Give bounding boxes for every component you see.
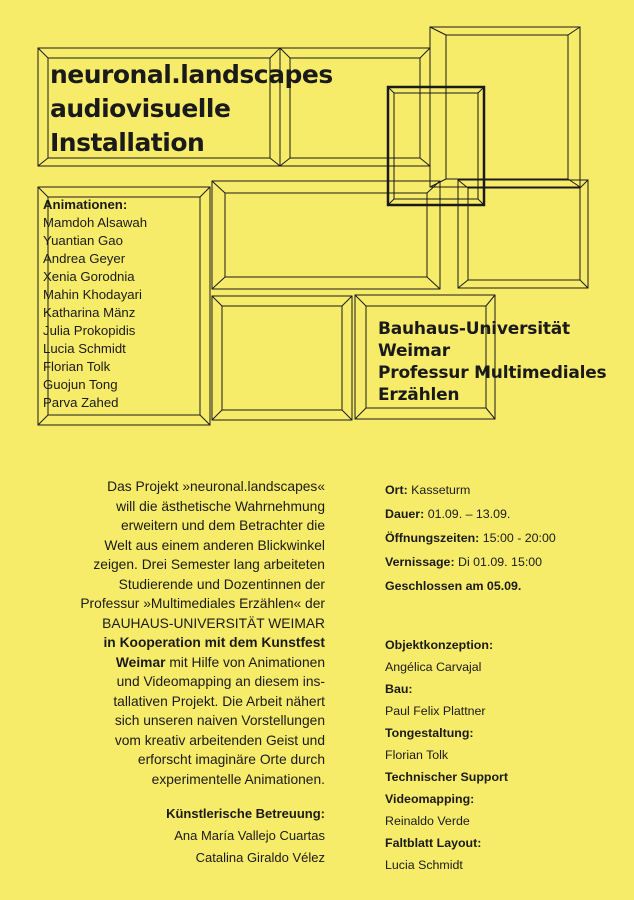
box-edge (420, 48, 430, 58)
institution-line: Weimar (378, 341, 450, 361)
dauer-value: 01.09. – 13.09. (424, 507, 511, 521)
box-edge (270, 48, 280, 58)
description-line: Studierende und Dozentinnen der (118, 576, 325, 592)
title-line: Installation (50, 128, 205, 157)
description-line: BAUHAUS-UNIVERSITÄT WEIMAR (102, 615, 325, 631)
betreuung-block (40, 803, 325, 869)
box-edge (355, 295, 366, 306)
description-line: will die ästhetische Wahrnehmung (116, 498, 325, 514)
institution-block (378, 318, 606, 406)
animationen-list (43, 196, 147, 412)
box-edge (212, 296, 222, 306)
box-edge (458, 280, 468, 288)
box-outline (212, 181, 440, 289)
description-line-rest: mit Hilfe von Animationen (165, 654, 325, 670)
list-item: Mamdoh Alsawah (43, 215, 148, 230)
box-inner-outline (222, 306, 342, 410)
institution-line: Professur Multimediales (378, 363, 607, 383)
ton-label: Tongestaltung: (385, 726, 474, 740)
project-description (40, 477, 325, 789)
list-item: Andrea Geyer (43, 251, 126, 266)
box-edge (200, 187, 210, 197)
vernissage-row (385, 550, 556, 574)
description-line: Das Projekt »neuronal.landscapes« (107, 479, 325, 494)
description-line: erforscht imaginäre Orte durch (137, 752, 325, 767)
support-label: Technischer Support (385, 770, 509, 784)
list-item: Parva Zahed (43, 395, 119, 410)
box-edge (486, 295, 495, 306)
ort-label: Ort: (385, 483, 408, 497)
box-outline (212, 296, 352, 420)
box-edge (38, 158, 48, 166)
bau-label: Bau: (385, 682, 413, 696)
vernissage-label: Vernissage: (385, 555, 455, 569)
layout-value: Lucia Schmidt (385, 858, 463, 872)
box-edge (486, 408, 495, 419)
page-title (50, 58, 333, 160)
box-edge (342, 296, 352, 306)
geschlossen-row (385, 574, 556, 598)
box-edge (580, 180, 588, 188)
box-edge (212, 277, 225, 289)
ort-row (385, 478, 556, 502)
list-item: Katharina Mänz (43, 305, 136, 320)
objekt-label: Objektkonzeption: (385, 638, 494, 652)
box-edge (212, 410, 222, 420)
objekt-value: Angélica Carvajal (385, 660, 482, 674)
list-item: Florian Tolk (43, 359, 111, 374)
description-line: vom kreativ arbeitenden Geist und (114, 732, 325, 748)
box-edge (342, 410, 352, 420)
box-edge (420, 158, 430, 166)
description-line: und Videomapping an diesem ins- (116, 674, 325, 689)
description-bold-word: Weimar (115, 654, 166, 670)
list-item: Xenia Gorodnia (43, 269, 135, 284)
description-line-bold: in Kooperation mit dem Kunstfest (103, 635, 325, 650)
list-item: Ana María Vallejo Cuartas (174, 828, 325, 843)
box-edge (355, 408, 366, 419)
box-edge (38, 48, 48, 58)
title-line: audiovisuelle (50, 94, 231, 123)
institution-line: Erzählen (378, 385, 460, 405)
list-item: Mahin Khodayari (43, 287, 142, 302)
title-line: neuronal.landscapes (50, 60, 333, 89)
dauer-label: Dauer: (385, 507, 425, 521)
box-edge (568, 27, 580, 35)
mapping-value: Reinaldo Verde (385, 814, 470, 828)
mapping-label: Videomapping: (385, 792, 475, 806)
box-edge (427, 277, 440, 289)
ton-value: Florian Tolk (385, 748, 449, 762)
dauer-row (385, 502, 556, 526)
box-edge (430, 27, 446, 35)
box-edge (38, 415, 48, 425)
list-item: Yuantian Gao (43, 233, 123, 248)
box-inner-outline (446, 35, 568, 179)
layout-label: Faltblatt Layout: (385, 836, 482, 850)
description-line: Professur »Multimediales Erzählen« der (80, 596, 325, 611)
oeffnung-value: 15:00 - 20:00 (479, 531, 556, 545)
oeffnung-row (385, 526, 556, 550)
list-item: Guojun Tong (43, 377, 118, 392)
list-item: Lucia Schmidt (43, 341, 126, 356)
box-inner-outline (394, 93, 478, 199)
list-item: Julia Prokopidis (43, 323, 136, 338)
box-edge (580, 280, 588, 288)
description-line: erweitern und dem Betrachter die (121, 518, 325, 533)
box-outline (430, 27, 580, 187)
institution-line: Bauhaus-Universität (378, 319, 570, 339)
box-edge (212, 181, 225, 193)
list-item: Catalina Giraldo Vélez (195, 850, 325, 865)
description-line: experimentelle Animationen. (151, 771, 325, 787)
description-line: tallativen Projekt. Die Arbeit nähert (113, 693, 325, 709)
box-edge (280, 48, 290, 58)
ort-value: Kasseturm (407, 483, 471, 497)
description-line: sich unseren naiven Vorstellungen (114, 713, 325, 728)
animationen-heading: Animationen: (43, 197, 128, 212)
description-line: zeigen. Drei Semester lang arbeiteten (93, 557, 325, 572)
box-edge (200, 415, 210, 425)
vernissage-value: Di 01.09. 15:00 (454, 555, 543, 569)
bau-value: Paul Felix Plattner (385, 704, 486, 718)
event-info (385, 478, 556, 598)
credits-block (385, 634, 508, 876)
betreuung-heading: Künstlerische Betreuung: (166, 806, 325, 821)
oeffnung-label: Öffnungszeiten: (385, 531, 480, 545)
geschlossen-label: Geschlossen am 05.09. (385, 579, 522, 593)
description-line (40, 653, 325, 673)
description-line: Welt aus einem anderen Blickwinkel (104, 537, 325, 553)
